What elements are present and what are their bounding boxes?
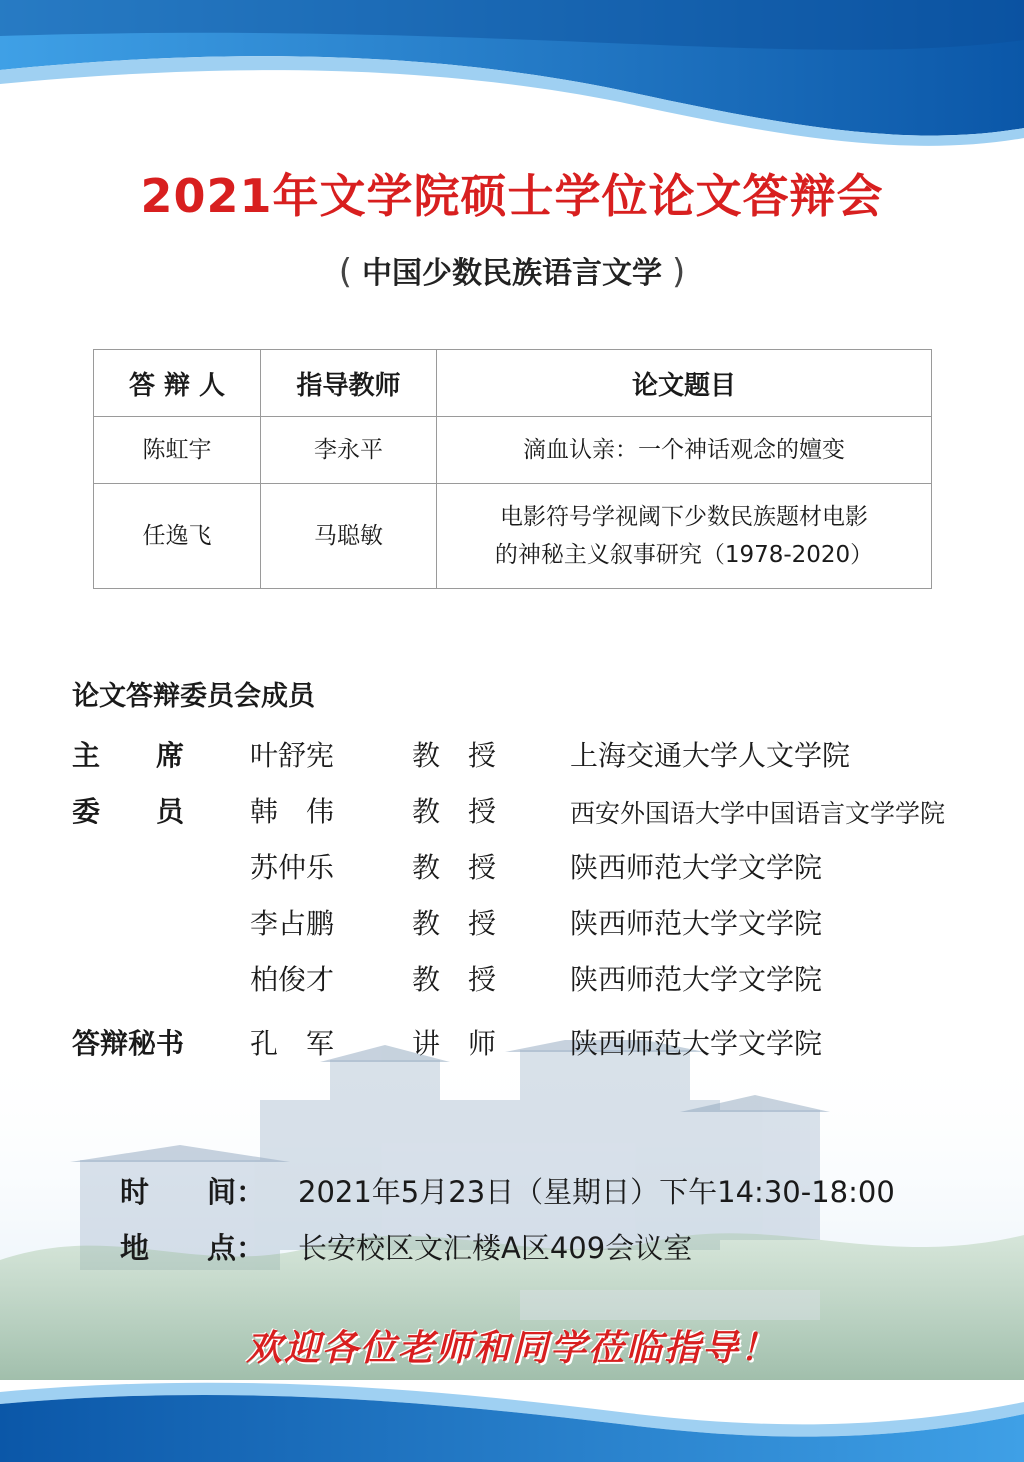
header-topic: 论文题目 (437, 350, 932, 417)
member-org: 陕西师范大学文学院 (570, 1027, 823, 1060)
page-subtitle (0, 248, 1024, 292)
topic-line: 电影符号学视阈下少数民族题材电影 (500, 504, 868, 530)
member-name: 韩 伟 (250, 795, 335, 828)
bottom-wave-decoration (0, 1352, 1024, 1462)
cell-student: 陈虹宇 (94, 417, 261, 484)
member-title: 教 授 (412, 963, 497, 996)
topic-line: 的神秘主义叙事研究（1978-2020） (494, 542, 874, 568)
member-org: 陕西师范大学文学院 (570, 963, 823, 996)
subtitle-open-paren: ( (338, 252, 352, 292)
header-student: 答 辩 人 (94, 350, 261, 417)
committee-member-row (72, 728, 1012, 784)
member-role: 答辩秘书 (72, 1027, 185, 1060)
member-org: 陕西师范大学文学院 (570, 907, 823, 940)
cell-topic (437, 484, 932, 589)
time-label: 时 间： (120, 1175, 266, 1209)
member-name: 孔 军 (250, 1027, 335, 1060)
member-org: 陕西师范大学文学院 (570, 851, 823, 884)
top-wave-decoration (0, 0, 1024, 150)
member-role: 委 员 (72, 795, 185, 828)
page-title: 2021年文学院硕士学位论文答辩会 (140, 169, 884, 223)
subtitle-text: 中国少数民族语言文学 (362, 256, 662, 291)
welcome-message: 欢迎各位老师和同学莅临指导！ (245, 1327, 778, 1369)
committee-member-row (72, 896, 1012, 952)
member-title: 教 授 (412, 851, 497, 884)
member-name: 叶舒宪 (250, 739, 335, 772)
header-advisor: 指导教师 (261, 350, 437, 417)
member-title: 教 授 (412, 907, 497, 940)
committee-heading: 论文答辩委员会成员 (72, 681, 315, 712)
member-name: 柏俊才 (250, 963, 335, 996)
member-role: 主 席 (72, 739, 185, 772)
member-title: 教 授 (412, 739, 497, 772)
member-org: 上海交通大学人文学院 (570, 739, 851, 772)
thesis-table (93, 349, 932, 589)
committee-member-row (72, 952, 1012, 1008)
table-row (94, 417, 932, 484)
member-title: 讲 师 (412, 1027, 497, 1060)
cell-topic (437, 417, 932, 484)
committee-list (72, 728, 1012, 1072)
topic-line: 滴血认亲：一个神话观念的嬗变 (523, 437, 845, 463)
cell-advisor: 李永平 (261, 417, 437, 484)
cell-student: 任逸飞 (94, 484, 261, 589)
member-org: 西安外国语大学中国语言文学学院 (570, 799, 946, 828)
member-name: 李占鹏 (250, 907, 335, 940)
cell-advisor: 马聪敏 (261, 484, 437, 589)
member-name: 苏仲乐 (250, 851, 335, 884)
table-row (94, 484, 932, 589)
place-value: 长安校区文汇楼A区409会议室 (298, 1231, 693, 1265)
committee-member-row (72, 784, 1012, 840)
committee-member-row (72, 840, 1012, 896)
place-label: 地 点： (120, 1231, 266, 1265)
time-value: 2021年5月23日（星期日）下午14:30-18:00 (298, 1175, 895, 1209)
subtitle-close-paren: ) (672, 252, 686, 292)
member-title: 教 授 (412, 795, 497, 828)
table-header-row (94, 350, 932, 417)
committee-member-row (72, 1016, 1012, 1072)
